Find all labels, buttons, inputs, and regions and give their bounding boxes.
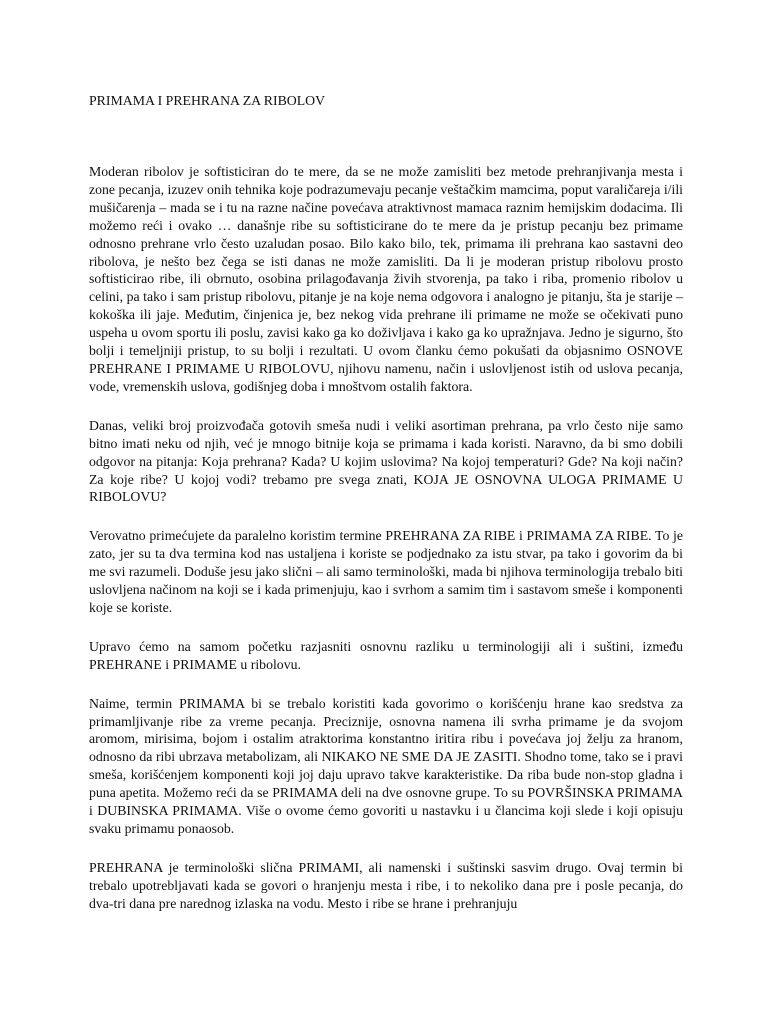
document-body: [89, 163, 683, 934]
paragraph-6: PREHRANA je terminološki slična PRIMAMI, ali namenski i suštinski sasvim drugo. Ovaj termin bi trebalo upotrebljavati kada se govori o hranjenju mesta i ribe, i to nekoliko dana pre i posle pecanja, do dva-tri dana pre narednog izlaska na vodu. Mesto i ribe se hrane i prehranjuju: [89, 859, 683, 911]
paragraph-4: Upravo ćemo na samom početku razjasniti osnovnu razliku u terminologiji ali i suštini, između PREHRANE i PRIMAME u ribolovu.: [89, 638, 683, 672]
paragraph-2: Danas, veliki broj proizvođača gotovih smeša nudi i veliki asortiman prehrana, pa vrlo često nije samo bitno imati neku od njih, već je mnogo bitnije koja se primama i kada koristi. Naravno, da bi smo dobili odgovor na pitanja: Koja prehrana? Kada? U kojim uslovima? Na kojoj temperaturi? Gde? Na koji način? Za koje ribe? U kojoj vodi? trebamo pre svega znati, KOJA JE OSNOVNA ULOGA PRIMAME U RIBOLOVU?: [89, 417, 683, 505]
paragraph-3: Verovatno primećujete da paralelno koristim termine PREHRANA ZA RIBE i PRIMAMA ZA RIBE. To je zato, jer su ta dva termina kod nas ustaljena i koriste se podjednako za istu stvar, pa tako i govorim da bi me svi razumeli. Doduše jesu jako slični – ali samo terminološki, mada bi njihova terminologija trebalo biti uslovljena načinom na koji se i kada primenjuju, kao i svrhom a samim tim i sastavom smeše i komponenti koje se koriste.: [89, 528, 683, 615]
paragraph-1: Moderan ribolov je softisticiran do te mere, da se ne može zamisliti bez metode prehranjivanja mesta i zone pecanja, izuzev onih tehnika koje podrazumevaju pecanje veštačkim mamcima, poput varaličareja i/ili mušičarenja – mada se i tu na razne načine povećava atraktivnost mamaca raznim hemijskim dodacima. Ili možemo reći i ovako … današnje ribe su softisticirane do te mere da je pristup pecanju bez primame odnosno prehrane vrlo često uzaludan posao. Bilo kako bilo, tek, primama ili prehrana kao sastavni deo ribolova, je nešto bez čega se isti danas ne može zamisliti. Da li je moderan pristup ribolovu prosto softisticirao ribe, ili obrnuto, osobina prilagođavanja živih stvorenja, pa tako i riba, promenio ribolov u celini, pa tako i sam pristup ribolovu, pitanje je na koje nema odgovora i analogno je pitanju, šta je starije – kokoška ili jaje. Međutim, činjenica je, bez nekog vida prehrane ili primame ne može se očekivati puno uspeha u ovom sportu ili poslu, zavisi kako ga ko doživljava i kako ga ko upražnjava. Jedno je sigurno, što bolji i temeljniji pristup, to su bolji i rezultati. U ovom članku ćemo pokušati da objasnimo OSNOVE PREHRANE I PRIMAME U RIBOLOVU, njihovu namenu, način i uslovljenost istih od uslova pecanja, vode, vremenskih uslova, godišnjeg doba i mnoštvom ostalih faktora.: [89, 164, 683, 394]
document-title: PRIMAMA I PREHRANA ZA RIBOLOV: [89, 93, 326, 108]
paragraph-5: Naime, termin PRIMAMA bi se trebalo koristiti kada govorimo o korišćenju hrane kao sredstva za primamljivanje ribe za vreme pecanja. Preciznije, osnovna namena ili svrha primame je da svojom aromom, mirisima, bojom i ostalim atraktorima konstantno iritira ribu i povećava joj želju za hranom, odnosno da ribi ubrzava metabolizam, ali NIKAKO NE SME DA JE ZASITI. Shodno tome, tako se i pravi smeša, korišćenjem komponenti koji joj daju upravo takve karakteristike. Da riba bude non-stop gladna i puna apetita. Možemo reći da se PRIMAMA deli na dve osnovne grupe. To su POVRŠINSKA PRIMAMA i DUBINSKA PRIMAMA. Više o ovome ćemo govoriti u nastavku i u člancima koji slede i koji opisuju svaku primamu ponaosob.: [89, 695, 683, 836]
